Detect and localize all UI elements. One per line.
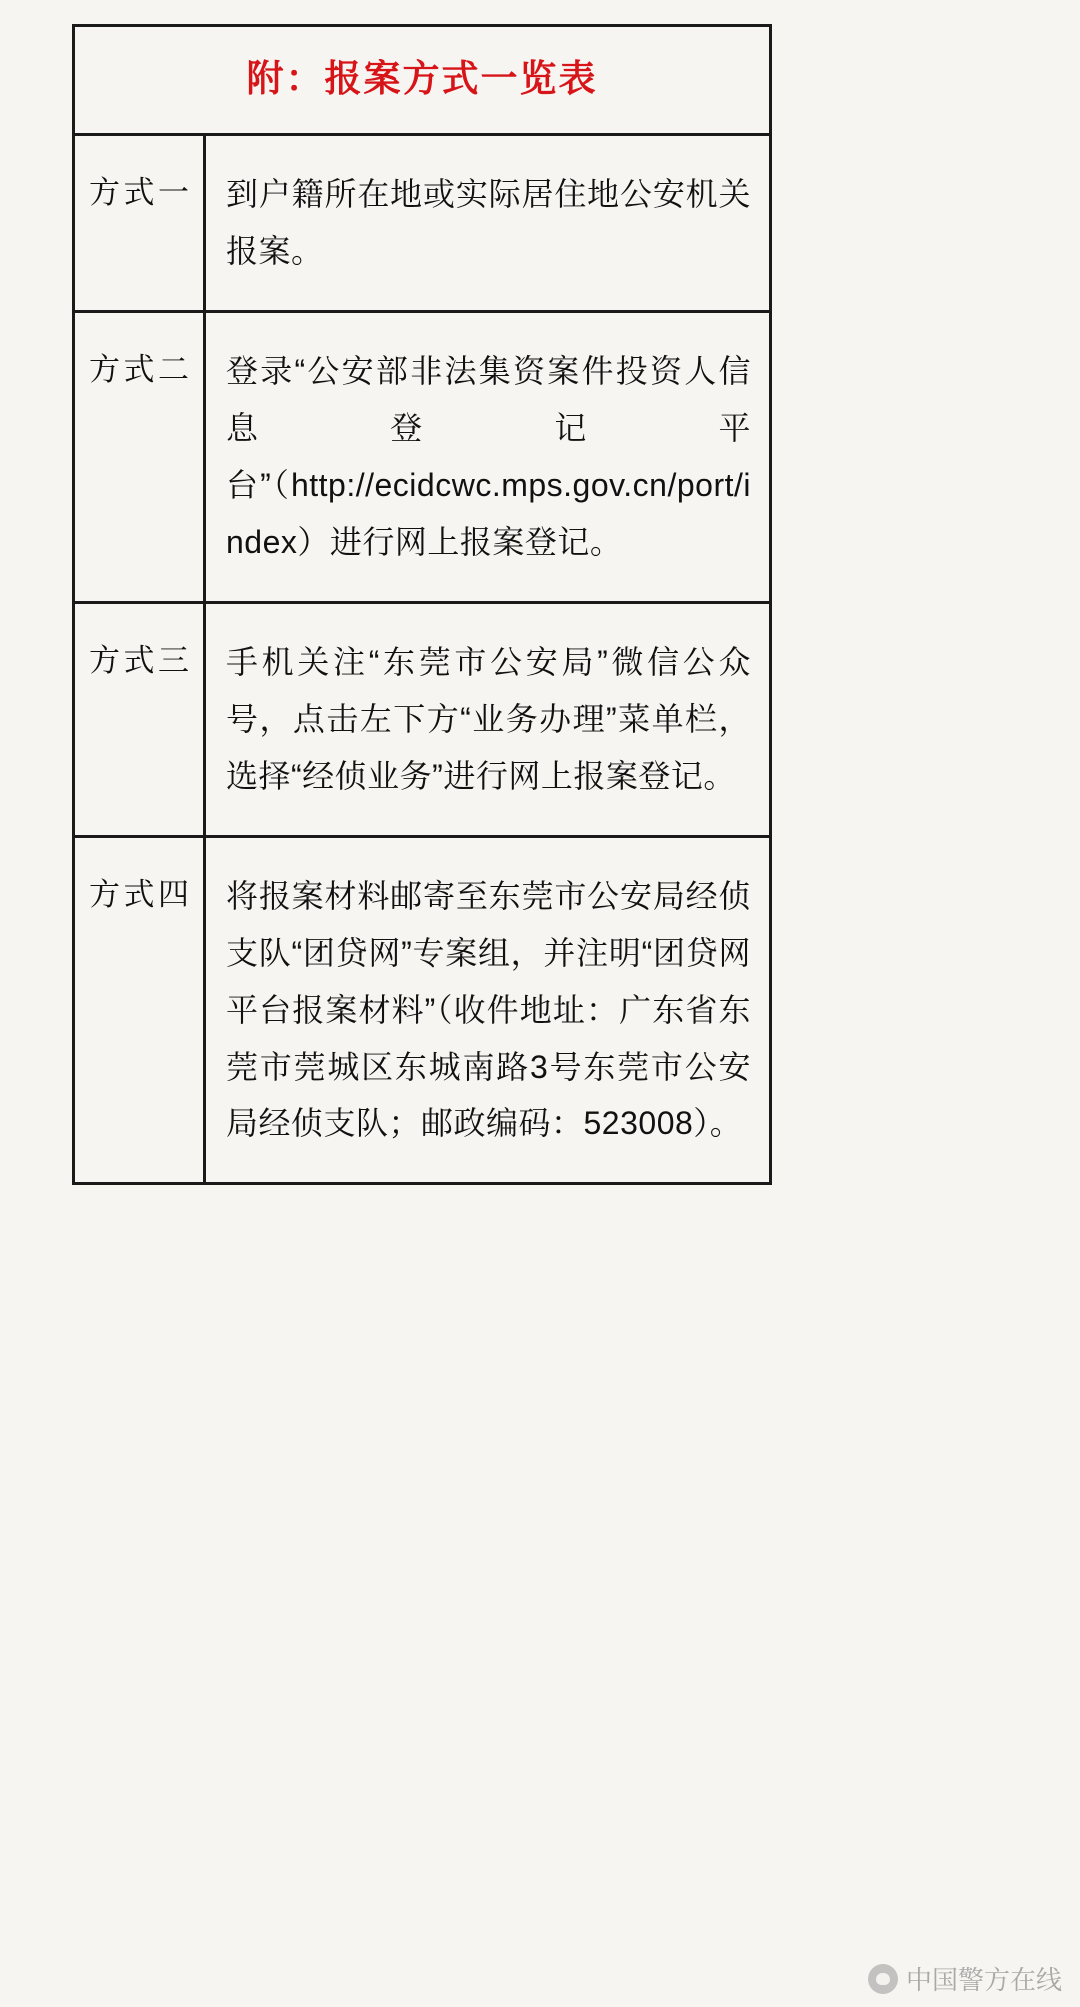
method-label: 方式二 (75, 313, 206, 601)
watermark-label: 中国警方在线 (905, 1965, 1062, 1995)
method-description: 手机关注“东莞市公安局”微信公众号，点击左下方“业务办理”菜单栏，选择“经侦业务”进行网上报案登记。 (226, 643, 751, 794)
table-title-row (75, 27, 769, 136)
method-description: 登录“公安部非法集资案件投资人信息登记平台”（http://ecidcwc.mps.gov.cn/port/index）进行网上报案登记。 (226, 353, 751, 560)
table-row (75, 313, 769, 604)
method-label: 方式三 (75, 604, 206, 835)
page-title: 附：报案方式一览表 (246, 58, 598, 99)
table-row (75, 838, 769, 1183)
table-row (75, 136, 769, 313)
method-label: 方式四 (75, 838, 206, 1183)
method-description: 将报案材料邮寄至东莞市公安局经侦支队“团贷网”专案组，并注明“团贷网平台报案材料”（收件地址：广东省东莞市莞城区东城南路3号东莞市公安局经侦支队；邮政编码：523008）。 (226, 877, 751, 1142)
method-label: 方式一 (75, 136, 206, 310)
report-methods-table (72, 24, 772, 1185)
watermark (868, 1960, 1062, 1997)
weibo-icon (868, 1964, 898, 1994)
table-row (75, 604, 769, 838)
method-description: 到户籍所在地或实际居住地公安机关报案。 (226, 176, 751, 270)
